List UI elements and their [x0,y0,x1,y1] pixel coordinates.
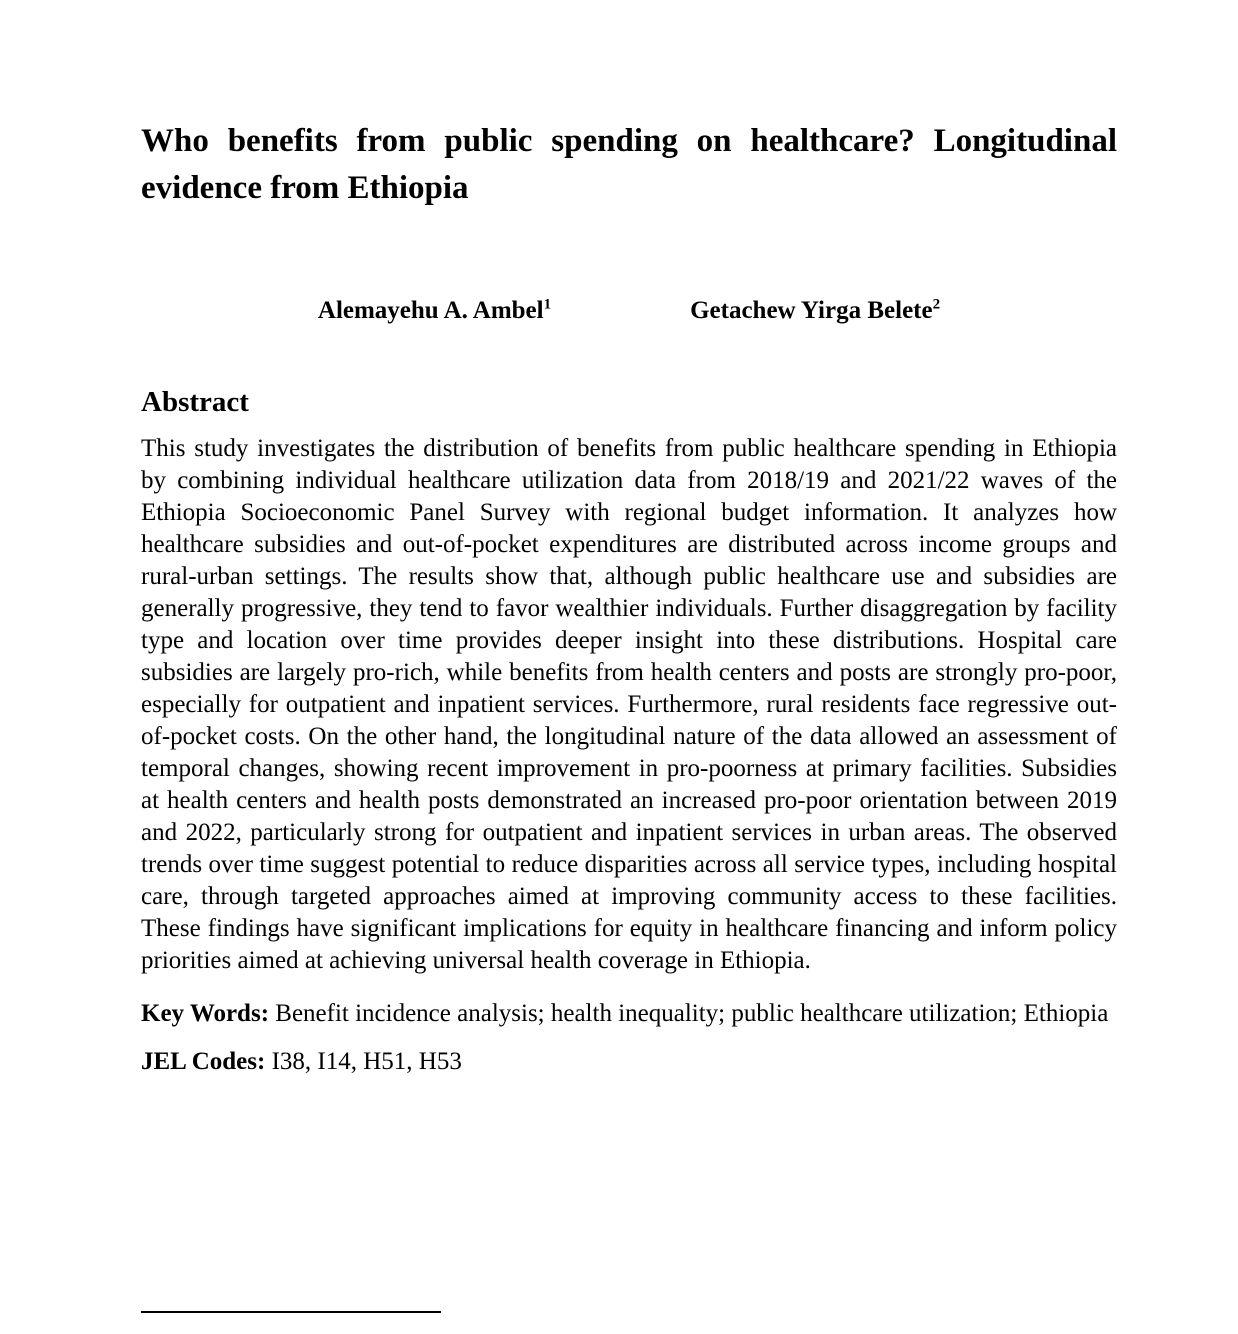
keywords-text: Benefit incidence analysis; health inequality; public healthcare utilization; Ethiopia [275,1000,1109,1027]
author-2-footnote-marker: 2 [932,296,941,313]
paper-title-line-2: evidence from Ethiopia [141,170,469,206]
keywords-label: Key Words: [141,1000,270,1027]
paper-title [141,118,1117,212]
abstract-text: This study investigates the distribution of benefits from public healthcare spending in Ethiopia by combining individual healthcare utilization data from 2018/19 and 2021/22 waves of the Ethiopia Socioeconomic Panel Survey with regional budget information. It analyzes how healthcare subsidies and out-of-pocket expenditures are distributed across income groups and rural-urban settings. The results show that, although public healthcare use and subsidies are generally progressive, they tend to favor wealthier individuals. Further disaggregation by facility type and location over time provides deeper insight into these distributions. Hospital care subsidies are largely pro-rich, while benefits from health centers and posts are strongly pro-poor, especially for outpatient and inpatient services. Furthermore, rural residents face regressive out-of-pocket costs. On the other hand, the longitudinal nature of the data allowed an assessment of temporal changes, showing recent improvement in pro-poorness at primary facilities. Subsidies at health centers and health posts demonstrated an increased pro-poor orientation between 2019 and 2022, particularly strong for outpatient and inpatient services in urban areas. The observed trends over time suggest potential to reduce disparities across all service types, including hospital care, through targeted approaches aimed at improving community access to these facilities. These findings have significant implications for equity in healthcare financing and inform policy priorities aimed at achieving universal health coverage in Ethiopia. [141,435,1117,974]
paper-title-line-1: Who benefits from public spending on healthcare? Longitudinal [141,123,1117,159]
author-1 [318,295,551,327]
keywords-line [141,998,1117,1030]
author-1-name: Alemayehu A. Ambel [317,297,544,324]
author-2-name: Getachew Yirga Belete [690,297,933,324]
jel-codes-line [141,1046,1117,1078]
jel-codes-label: JEL Codes: [141,1048,266,1075]
author-1-footnote-marker: 1 [543,296,552,313]
footnote-separator-rule [141,1311,441,1313]
page-content [141,0,1117,1078]
jel-codes-text: I38, I14, H51, H53 [271,1048,462,1075]
author-2 [690,295,940,327]
author-row [141,295,1117,327]
abstract-heading: Abstract [141,386,249,418]
